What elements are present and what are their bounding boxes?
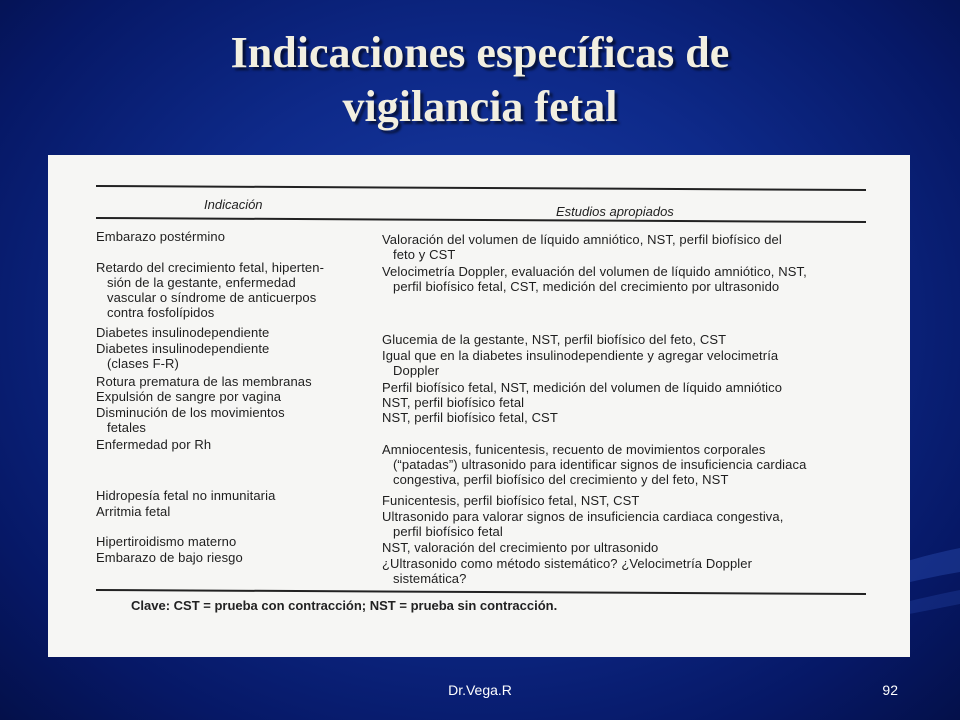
studies-line: Glucemia de la gestante, NST, perfil biofísico del feto, CST [382, 332, 727, 347]
studies-line: NST, perfil biofísico fetal, CST [382, 410, 558, 425]
indication-line: Disminución de los movimientos [96, 405, 285, 420]
table-row-studies [382, 232, 882, 262]
table-row-indication [96, 550, 361, 565]
indication-line: Retardo del crecimiento fetal, hiperten- [96, 260, 325, 275]
studies-line: NST, valoración del crecimiento por ultrasonido [382, 540, 659, 555]
indication-line: Embarazo postérmino [96, 229, 226, 244]
indication-line: Diabetes insulinodependiente [96, 325, 270, 340]
header-rule [96, 217, 866, 223]
slide-title-line-1: Indicaciones específicas de [230, 28, 730, 77]
slide-title [0, 26, 960, 134]
indication-line: vascular o síndrome de anticuerpos [107, 290, 317, 305]
studies-line: feto y CST [393, 247, 456, 262]
indication-line: sión de la gestante, enfermedad [107, 275, 296, 290]
table-row-indication [96, 389, 361, 404]
studies-line: Amniocentesis, funicentesis, recuento de movimientos corporales [382, 442, 766, 457]
top-rule [96, 185, 866, 191]
table-row-studies [382, 395, 882, 410]
studies-line: Valoración del volumen de líquido amniótico, NST, perfil biofísico del [382, 232, 782, 247]
indication-line: Rotura prematura de las membranas [96, 374, 312, 389]
table-row-indication [96, 325, 361, 340]
studies-line: Ultrasonido para valorar signos de insuficiencia cardiaca congestiva, [382, 509, 784, 524]
indication-line: Hipertiroidismo materno [96, 534, 237, 549]
scanned-table-image [48, 155, 910, 657]
table-row-indication [96, 260, 361, 320]
table-row-studies [382, 493, 882, 508]
studies-line: Perfil biofísico fetal, NST, medición del volumen de líquido amniótico [382, 380, 783, 395]
table-row-indication [96, 341, 361, 371]
table-row-studies [382, 348, 882, 378]
table-key: Clave: CST = prueba con contracción; NST = prueba sin contracción. [131, 598, 558, 613]
header-indication: Indicación [204, 197, 263, 212]
studies-line: Velocimetría Doppler, evaluación del volumen de líquido amniótico, NST, [382, 264, 807, 279]
page-number: 92 [882, 682, 898, 698]
slide-title-line-2: vigilancia fetal [342, 82, 618, 131]
indication-line: fetales [107, 420, 147, 435]
table-row-indication [96, 437, 361, 452]
table-row-studies [382, 332, 882, 347]
indication-line: Diabetes insulinodependiente [96, 341, 270, 356]
table-row-indication [96, 405, 361, 435]
header-studies: Estudios apropiados [556, 204, 674, 219]
indication-line: Embarazo de bajo riesgo [96, 550, 243, 565]
indication-line: Enfermedad por Rh [96, 437, 212, 452]
table-row-indication [96, 504, 361, 519]
indication-line: contra fosfolípidos [107, 305, 215, 320]
table-row-indication [96, 229, 361, 244]
footer-author: Dr.Vega.R [448, 682, 512, 698]
table-row-studies [382, 540, 882, 555]
bottom-rule [96, 589, 866, 595]
studies-line: perfil biofísico fetal [393, 524, 503, 539]
table-row-studies [382, 410, 882, 425]
table-row-studies [382, 442, 882, 487]
studies-line: sistemática? [393, 571, 467, 586]
table-row-indication [96, 374, 361, 389]
table-row-studies [382, 509, 882, 539]
table-row-studies [382, 380, 882, 395]
studies-line: ¿Ultrasonido como método sistemático? ¿Velocimetría Doppler [382, 556, 753, 571]
indication-line: Hidropesía fetal no inmunitaria [96, 488, 276, 503]
studies-line: congestiva, perfil biofísico del crecimiento y del feto, NST [393, 472, 729, 487]
studies-line: Doppler [393, 363, 440, 378]
table-row-studies [382, 264, 882, 294]
indication-line: Arritmia fetal [96, 504, 171, 519]
studies-line: (“patadas”) ultrasonido para identificar signos de insuficiencia cardiaca [393, 457, 807, 472]
table-row-studies [382, 556, 882, 586]
studies-line: Igual que en la diabetes insulinodependiente y agregar velocimetría [382, 348, 779, 363]
indication-line: (clases F-R) [107, 356, 179, 371]
studies-line: NST, perfil biofísico fetal [382, 395, 525, 410]
indication-line: Expulsión de sangre por vagina [96, 389, 282, 404]
table-row-indication [96, 488, 361, 503]
studies-line: Funicentesis, perfil biofísico fetal, NST, CST [382, 493, 640, 508]
studies-line: perfil biofísico fetal, CST, medición del crecimiento por ultrasonido [393, 279, 780, 294]
table-row-indication [96, 534, 361, 549]
